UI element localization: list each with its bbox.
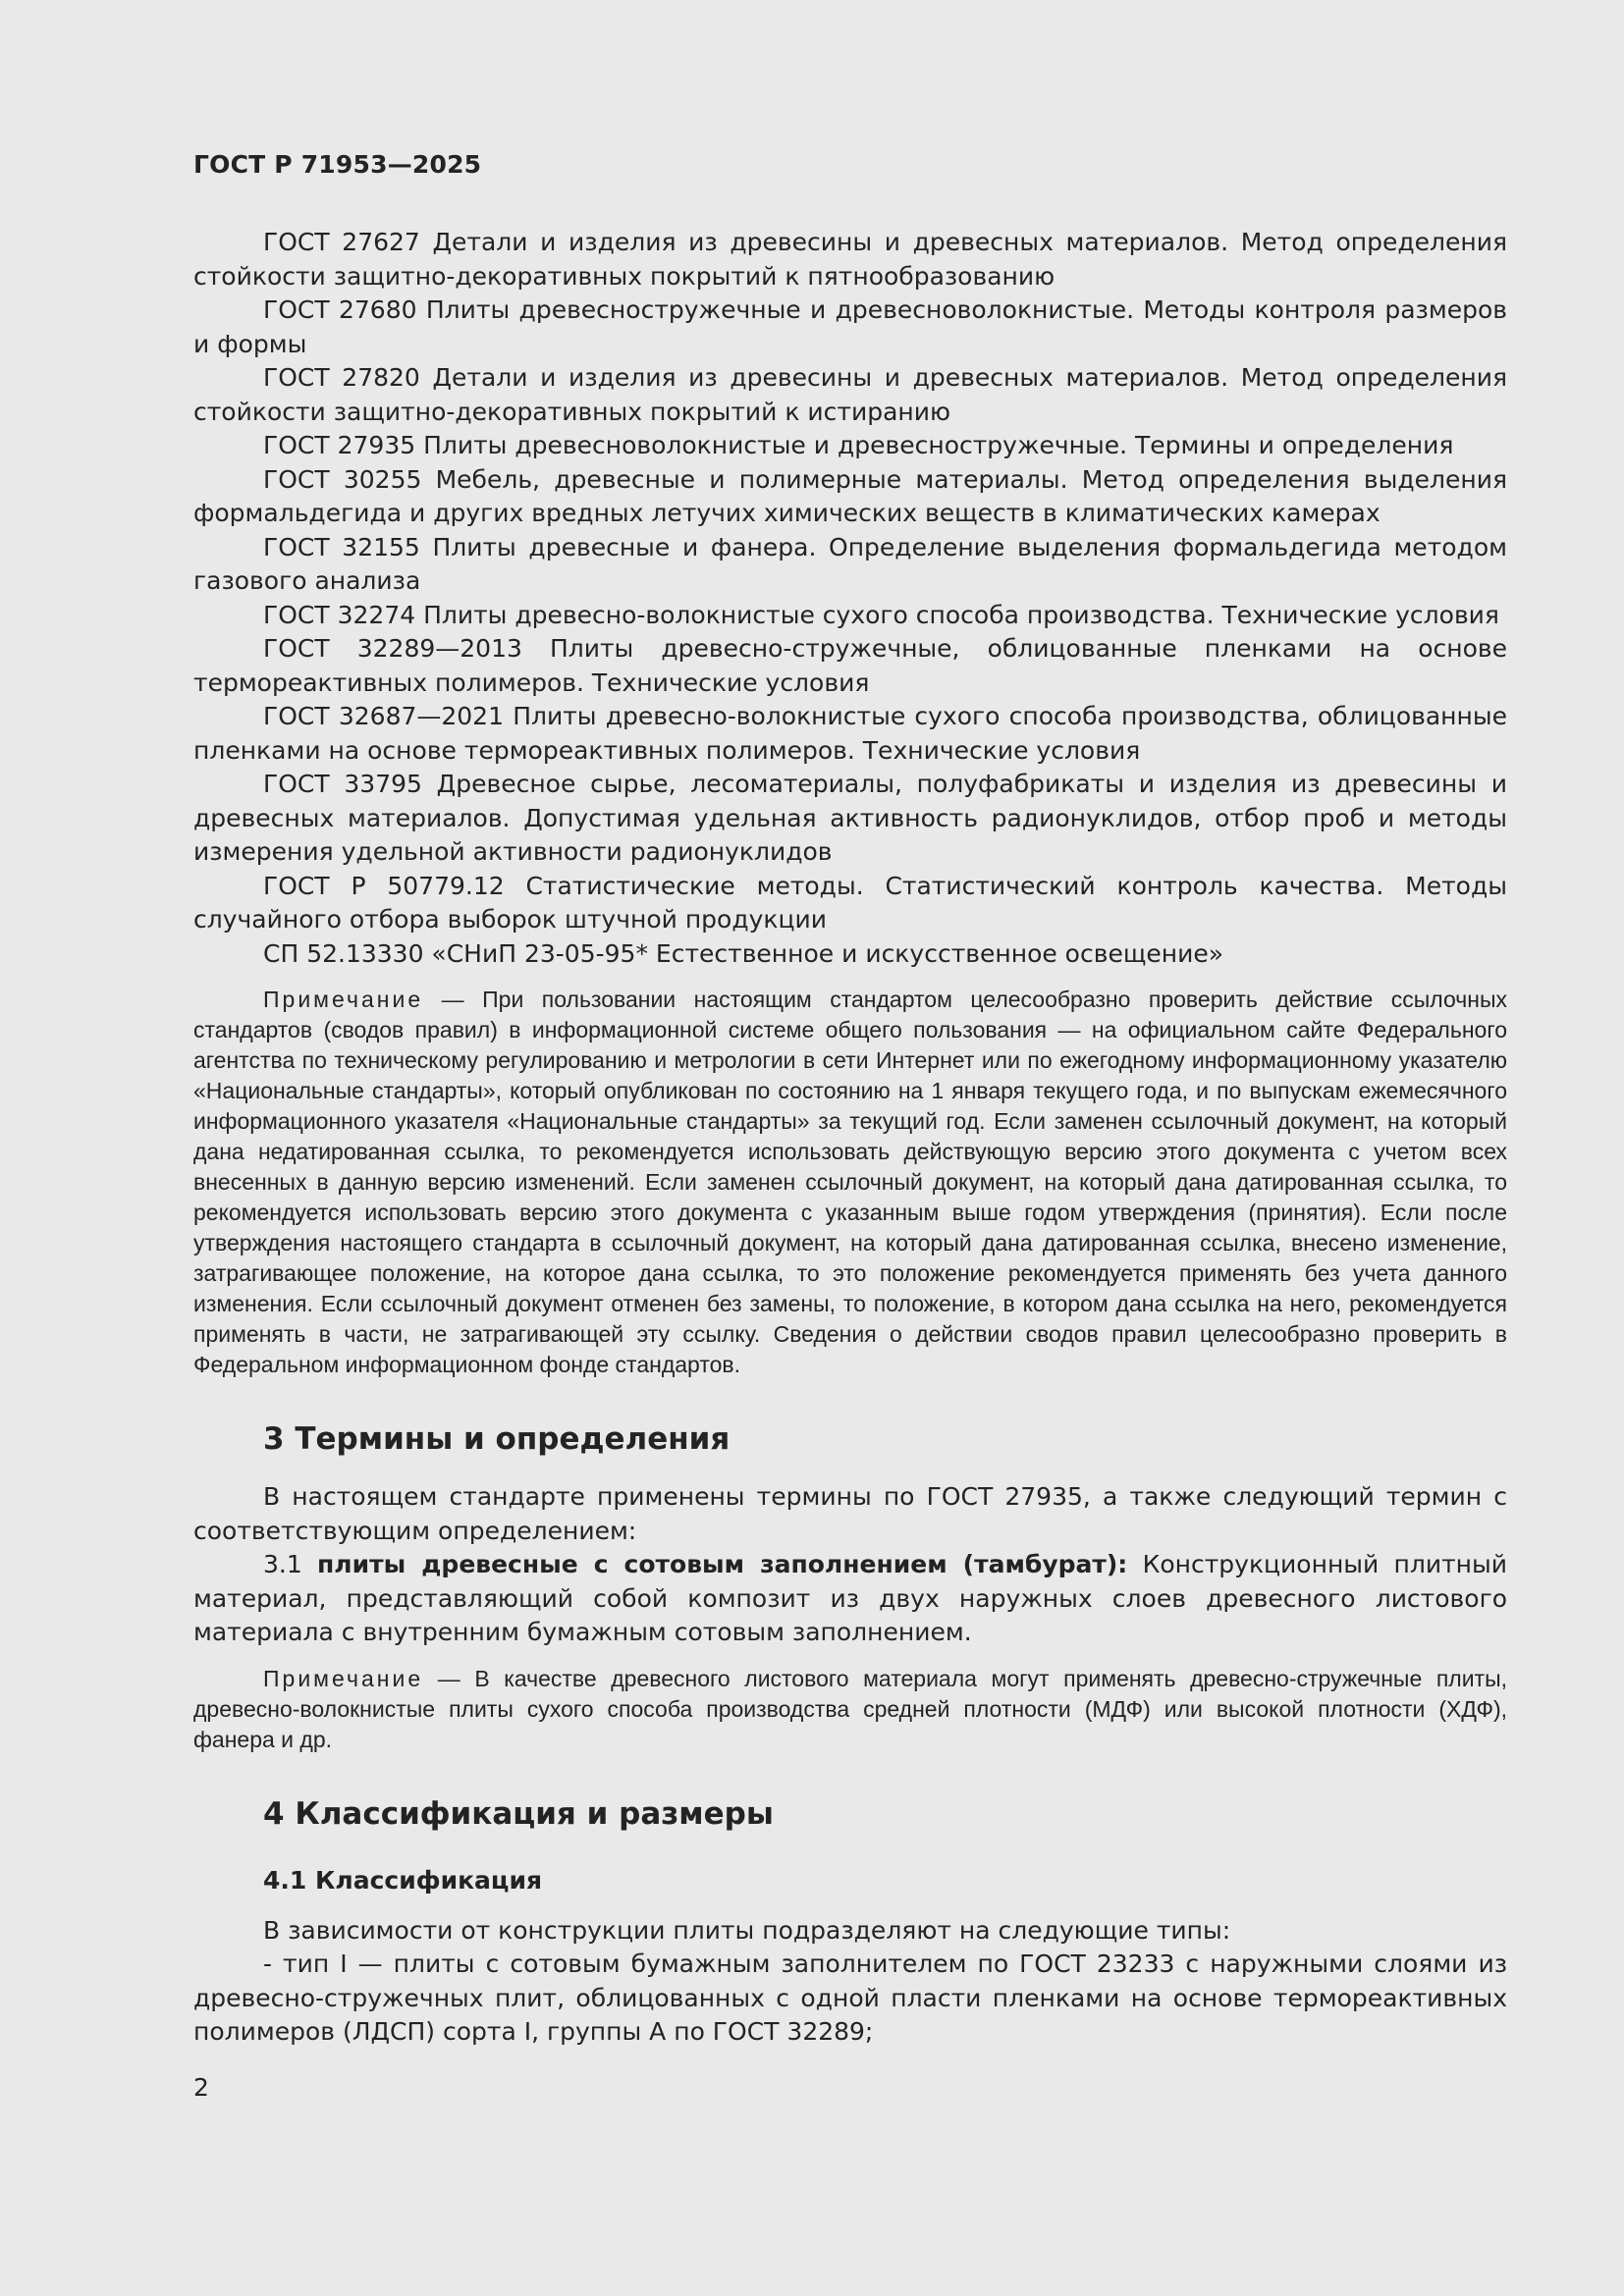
section-3-title: 3 Термины и определения [263,1421,731,1457]
reference-item: ГОСТ 27627 Детали и изделия из древесины и древесных материалов. Метод определения стойкости защитно-декоративных покрытий к пятнообразованию [193,228,1507,291]
reference-item: ГОСТ 32155 Плиты древесные и фанера. Определение выделения формальдегида методом газового анализа [193,532,1507,595]
reference-item: ГОСТ 27680 Плиты древесностружечные и древесноволокнистые. Методы контроля размеров и формы [193,295,1507,358]
reference-item: ГОСТ 27820 Детали и изделия из древесины и древесных материалов. Метод определения стойкости защитно-декоративных покрытий к истиранию [193,363,1507,426]
term-name: плиты древесные с сотовым заполнением (тамбурат): [317,1550,1128,1578]
reference-item: ГОСТ 33795 Древесное сырье, лесоматериалы, полуфабрикаты и изделия из древесины и древесных материалов. Допустимая удельная активность радионуклидов, отбор проб и методы измерения удельной активности радионуклидов [193,770,1507,866]
reference-item: ГОСТ 30255 Мебель, древесные и полимерные материалы. Метод определения выделения формальдегида и других вредных летучих химических веществ в климатических камерах [193,464,1507,527]
reference-item: ГОСТ Р 50779.12 Статистические методы. Статистический контроль качества. Методы случайного отбора выборок штучной продукции [193,871,1507,934]
reference-item: ГОСТ 32289—2013 Плиты древесно-стружечные, облицованные пленками на основе термореактивных полимеров. Технические условия [193,634,1507,697]
term-definition [193,1548,1507,1650]
section-4-title: 4 Классификация и размеры [263,1795,774,1832]
note-dash: — [423,987,483,1012]
note-label: Примечание [263,1665,424,1691]
reference-item: ГОСТ 32274 Плиты древесно-волокнистые сухого способа производства. Технические условия [263,600,1499,629]
section-3-intro: В настоящем стандарте применены термины по ГОСТ 27935, а также следующий термин с соответствующим определением: [193,1482,1507,1545]
document-header: ГОСТ Р 71953—2025 [193,150,482,179]
reference-item: ГОСТ 27935 Плиты древесноволокнистые и древесностружечные. Термины и определения [263,431,1454,459]
term-number: 3.1 [263,1550,302,1578]
term-note [193,1664,1507,1755]
subsection-4-1-title: 4.1 Классификация [263,1865,543,1895]
classification-item: - тип I — плиты с сотовым бумажным заполнителем по ГОСТ 23233 с наружными слоями из древесно-стружечных плит, облицованных с одной пласти пленками на основе термореактивных полимеров (ЛДСП) сорта I, группы А по ГОСТ 32289; [193,1949,1507,2046]
normative-references-list [193,226,1507,971]
note-text: В качестве древесного листового материала могут применять древесно-стружечные плиты, древесно-волокнистые плиты сухого способа производства средней плотности (МДФ) или высокой плотности (ХДФ), фанера и др. [193,1665,1508,1752]
note-dash: — [423,1665,475,1691]
reference-item: ГОСТ 32687—2021 Плиты древесно-волокнистые сухого способа производства, облицованные пленками на основе термореактивных полимеров. Технические условия [193,702,1507,765]
reference-item: СП 52.13330 «СНиП 23-05-95* Естественное и искусственное освещение» [263,938,1224,968]
document-page [193,147,1507,2050]
term-definition-text: Конструкционный плитный материал, представляющий собой композит из двух наружных слоев древесного листового материала с внутренним бумажным сотовым заполнением. [193,1550,1507,1646]
note-label: Примечание [263,987,424,1012]
classification-intro: В зависимости от конструкции плиты подразделяют на следующие типы: [263,1915,1231,1945]
note-text: При пользовании настоящим стандартом целесообразно проверить действие ссылочных стандартов (сводов правил) в информационной системе общего пользования — на официальном сайте Федерального агентства по техническому регулированию и метрологии в сети Интернет или по ежегодному информационному указателю «Национальные стандарты», который опубликован по состоянию на 1 января текущего года, и по выпускам ежемесячного информационного указателя «Национальные стандарты» за текущий год. Если заменен ссылочный документ, на который дана недатированная ссылка, то рекомендуется использовать действующую версию этого документа с учетом всех внесенных в данную версию изменений. Если заменен ссылочный документ, на который дана датированная ссылка, то рекомендуется использовать версию этого документа с указанным выше годом утверждения (принятия). Если после утверждения настоящего стандарта в ссылочный документ, на который дана датированная ссылка, внесено изменение, затрагивающее положение, на которое дана ссылка, то это положение рекомендуется применять без учета данного изменения. Если ссылочный документ отменен без замены, то положение, в котором дана ссылка на него, рекомендуется применять в части, не затрагивающей эту ссылку. Сведения о действии сводов правил целесообразно проверить в Федеральном информационном фонде стандартов. [193,987,1507,1377]
page-number: 2 [193,2073,209,2102]
references-note [193,985,1507,1380]
